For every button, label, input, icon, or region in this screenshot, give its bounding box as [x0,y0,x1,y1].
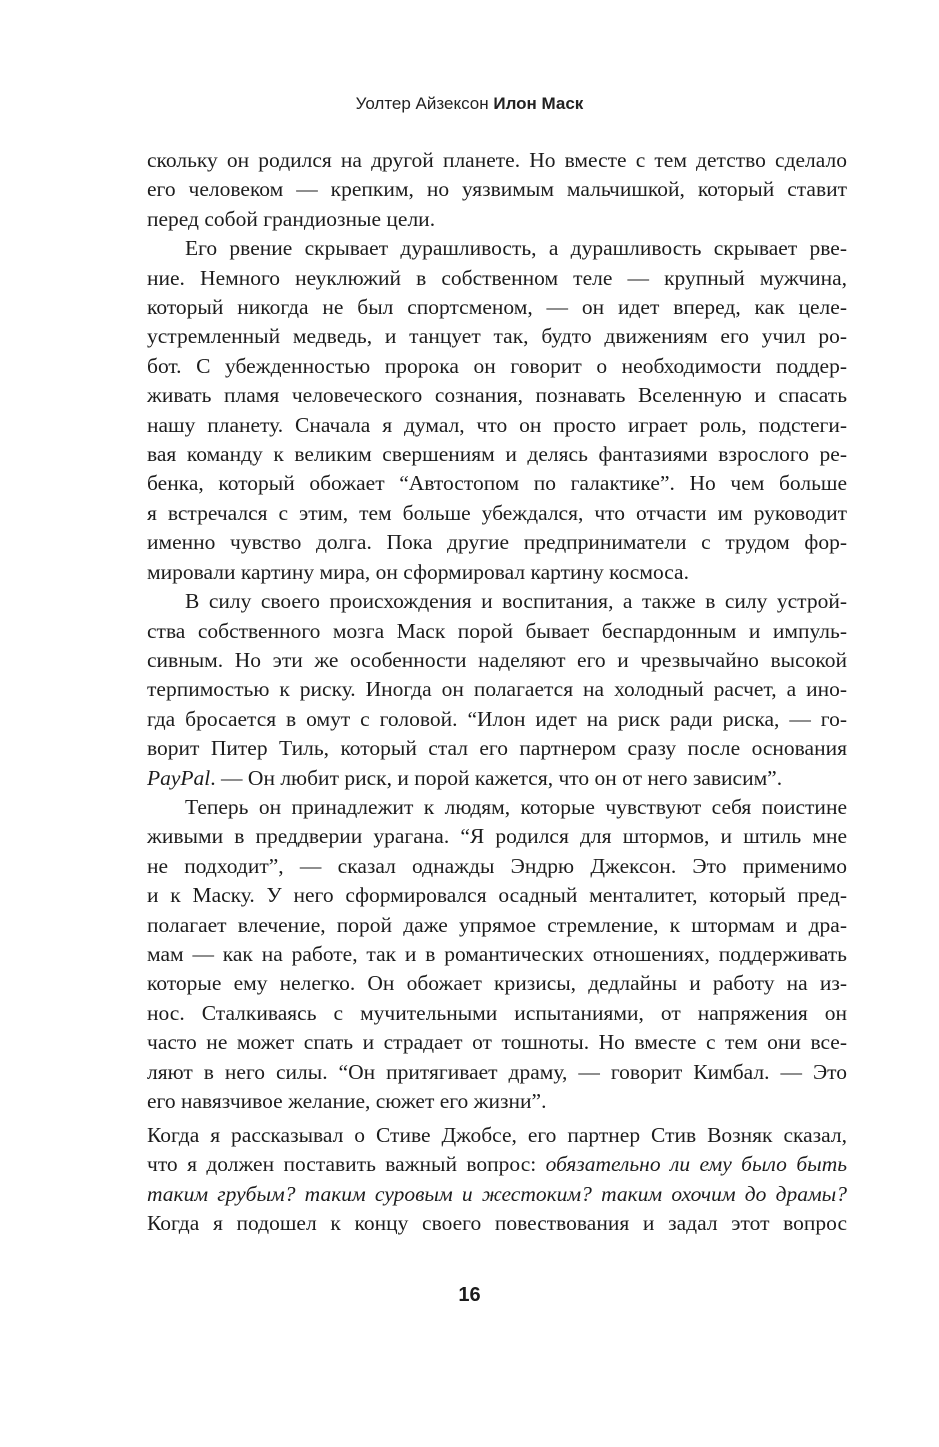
section-text-block [147,1121,847,1239]
paragraph-2 [147,234,847,587]
text-line: скольку он родился на другой планете. Но вместе с тем детство сделало [147,148,847,172]
book-title: Илон Маск [493,94,584,113]
paypal-name: PayPal [147,765,211,790]
text-line: бот. С убежденностью пророка он говорит о необходимости поддер- [147,353,847,378]
text-line: ворит Питер Тиль, который стал его партнером сразу после основания [147,736,847,761]
text-line: устремленный медведь, и танцует так, будто движениям его учил ро- [147,324,847,349]
page-number: 16 [458,1284,481,1306]
text-fragment: . — Он любит риск, и порой кажется, что он от него зависим”. [210,765,783,790]
text-line: Теперь он принадлежит к людям, которые чувствуют себя поистине [185,794,847,819]
text-line: именно чувство долга. Пока другие предприниматели с трудом фор- [147,530,847,555]
text-line: живыми в преддверии урагана. “Я родился для штормов, и штиль мне [147,824,847,849]
text-line: ства собственного мозга Маск порой бывает беспардонным и импуль- [147,618,847,643]
main-text-block [147,146,847,1116]
text-line: ние. Немного неуклюжий в собственном теле — крупный мужчина, [147,265,847,290]
text-line: терпимостью к риску. Иногда он полагается на холодный расчет, а ино- [147,677,847,702]
author-name: Уолтер Айзексон [355,94,489,113]
text-fragment: что я должен поставить важный вопрос: [147,1152,546,1177]
text-line: гда бросается в омут с головой. “Илон идет на риск ради риска, — го- [147,706,847,731]
text-line: которые ему нелегко. Он обожает кризисы, дедлайны и работу на из- [147,971,847,996]
text-line: живать пламя человеческого сознания, познавать Вселенную и спасать [147,383,847,408]
text-line: его человеком — крепким, но уязвимым мальчишкой, который ставит [147,177,847,202]
text-line: Его рвение скрывает дурашливость, а дурашливость скрывает рве- [185,236,847,261]
paragraph-3 [147,587,847,793]
italic-question: обязательно ли ему было быть [545,1152,848,1177]
text-line: Когда я подошел к концу своего повествования и задал этот вопрос [147,1211,847,1236]
text-line: который никогда не был спортсменом, — он идет вперед, как целе- [147,295,847,320]
text-line [147,764,847,793]
text-line: нос. Сталкиваясь с мучительными испытаниями, от напряжения он [147,1000,847,1025]
text-line [147,1150,847,1179]
text-line: В силу своего происхождения и воспитания, а также в силу устрой- [185,589,847,614]
text-line: полагает влечение, порой даже упрямое стремление, к штормам и дра- [147,912,847,937]
text-line: нашу планету. Сначала я думал, что он просто играет роль, подстеги- [147,412,847,437]
paragraph-1 [147,146,847,234]
text-line: не подходит”, — сказал однажды Эндрю Джексон. Это применимо [147,853,847,878]
text-line: ляют в него силы. “Он притягивает драму, — говорит Кимбал. — Это [147,1059,847,1084]
text-line: часто не может спать и страдает от тошноты. Но вместе с тем они все- [147,1030,847,1055]
text-line: и к Маску. У него сформировался осадный менталитет, который пред- [147,883,847,908]
text-line: вая команду к великим свершениям и делясь фантазиями взрослого ре- [147,442,847,467]
text-line: мам — как на работе, так и в романтических отношениях, поддерживать [147,941,847,966]
text-line: я встречался с этим, тем больше убеждался, что отчасти им руководит [147,500,847,525]
paragraph-4 [147,793,847,1116]
italic-question-line: таким грубым? таким суровым и жестоким? таким охочим до драмы? [147,1181,847,1206]
text-line: мировали картину мира, он сформировал картину космоса. [147,559,689,584]
text-line: сивным. Но эти же особенности наделяют его и чрезвычайно высокой [147,647,847,672]
text-line: Когда я рассказывал о Стиве Джобсе, его партнер Стив Возняк сказал, [147,1123,847,1147]
text-line: бенка, который обожает “Автостопом по галактике”. Но чем больше [147,471,847,496]
text-line: перед собой грандиозные цели. [147,206,436,231]
running-header [0,94,939,114]
text-line: его навязчивое желание, сюжет его жизни”. [147,1089,547,1113]
